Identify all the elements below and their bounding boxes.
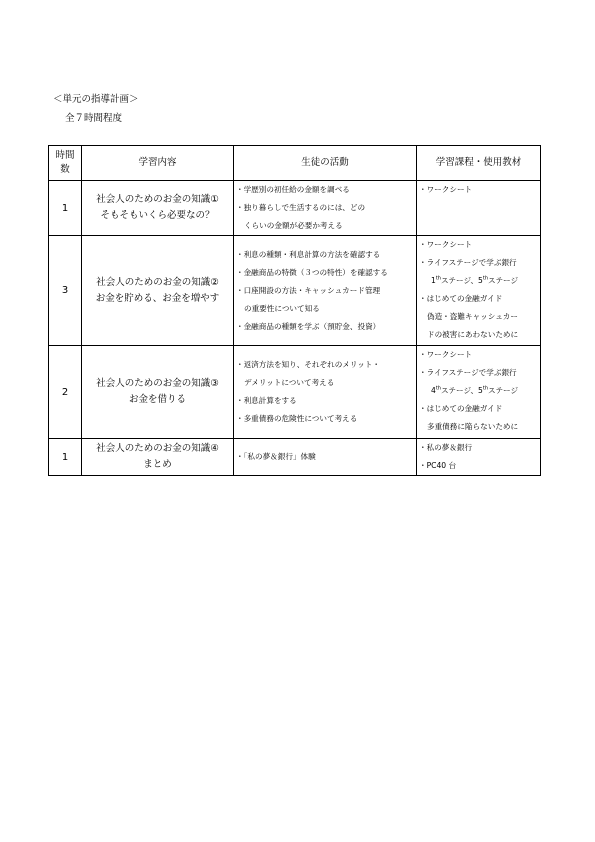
row-hours: 2	[49, 346, 82, 439]
activity-item: ・返済方法を知り、それぞれのメリット・	[236, 360, 380, 369]
content-subtitle: お金を借りる	[128, 394, 186, 405]
unit-plan-table	[48, 145, 541, 476]
row-content	[82, 439, 234, 476]
row-content	[82, 236, 234, 346]
material-item: ・はじめての金融ガイド	[419, 404, 503, 413]
header-hours-line1: 時間	[55, 150, 75, 161]
header-material: 学習課程・使用教材	[417, 146, 541, 181]
stage-text: ステージ	[488, 276, 519, 285]
activity-item: ・口座開設の方法・キャッシュカード管理	[236, 285, 381, 295]
row-hours: 1	[49, 181, 82, 236]
content-subtitle: お金を貯める、お金を増やす	[95, 292, 220, 304]
activity-item: ・利息の種類・利息計算の方法を確認する	[236, 249, 381, 259]
content-subtitle: まとめ	[143, 459, 172, 470]
table-row	[49, 236, 541, 346]
header-activity: 生徒の活動	[234, 146, 417, 181]
section-heading: ＜単元の指導計画＞	[53, 94, 139, 105]
activity-item-continued: の重要性について知る	[244, 303, 320, 313]
content-subtitle: そもそもいくら必要なの？	[100, 210, 215, 221]
activity-item: ・独り暮らしで生活するのには、どの	[236, 203, 366, 212]
stage-text: ステージ、5	[440, 386, 483, 395]
activity-item: ・多重債務の危険性について考える	[236, 414, 358, 423]
activity-item: ・学歴別の初任給の金額を調べる	[236, 185, 350, 194]
material-item: ・ライフステージで学ぶ銀行	[419, 258, 517, 267]
activity-item: ・利息計算をする	[236, 396, 297, 405]
activity-item-continued: デメリットについて考える	[244, 378, 335, 387]
activity-item: ・「私の夢＆銀行」体験	[236, 452, 316, 461]
material-item-continued: 多重債務に陥らないために	[427, 422, 519, 431]
ordinal-suffix: th	[482, 385, 489, 392]
table-row	[49, 439, 541, 476]
activity-item-continued: くらいの金額が必要か考える	[244, 221, 343, 230]
row-activity	[234, 439, 417, 476]
ordinal-suffix: th	[435, 275, 441, 282]
material-item-continued: 偽造・盗難キャッシュカー	[427, 312, 518, 321]
material-item-continued: ドの被害にあわないために	[427, 330, 519, 339]
material-item: ・ワークシート	[419, 185, 473, 194]
content-title: 社会人のためのお金の知識①	[96, 194, 219, 205]
table-header-row	[49, 146, 541, 181]
material-item: ・PC40 台	[419, 461, 457, 470]
header-content: 学習内容	[82, 146, 234, 181]
header-hours	[49, 146, 82, 181]
row-material	[417, 346, 541, 439]
activity-item: ・金融商品の種類を学ぶ（預貯金、投資）	[236, 321, 381, 331]
row-activity	[234, 236, 417, 346]
material-item: ・ワークシート	[419, 350, 473, 359]
material-item: ・私の夢＆銀行	[419, 443, 473, 452]
table-row	[49, 181, 541, 236]
row-content	[82, 346, 234, 439]
row-content	[82, 181, 234, 236]
row-material	[417, 181, 541, 236]
row-activity	[234, 346, 417, 439]
stage-number: 1	[431, 276, 436, 285]
table-row	[49, 346, 541, 439]
content-title: 社会人のためのお金の知識④	[96, 443, 219, 454]
material-item: ・ライフステージで学ぶ銀行	[419, 368, 517, 377]
ordinal-suffix: th	[435, 385, 441, 392]
row-material	[417, 439, 541, 476]
content-title: 社会人のためのお金の知識②	[96, 276, 219, 288]
stage-number: 4	[431, 386, 436, 395]
stage-text: ステージ、5	[440, 276, 483, 285]
stage-text: ステージ	[488, 386, 519, 395]
material-item: ・はじめての金融ガイド	[419, 294, 503, 303]
material-item-continued	[419, 272, 538, 290]
row-activity	[234, 181, 417, 236]
content-title: 社会人のためのお金の知識③	[96, 378, 219, 389]
material-item: ・ワークシート	[419, 240, 473, 249]
duration-note: 全７時間程度	[65, 113, 123, 124]
activity-item: ・金融商品の特徴（３つの特性）を確認する	[236, 267, 388, 277]
row-hours: 1	[49, 439, 82, 476]
row-material	[417, 236, 541, 346]
ordinal-suffix: th	[482, 275, 489, 282]
row-hours: 3	[49, 236, 82, 346]
header-hours-line2: 数	[60, 164, 70, 175]
material-item-continued	[419, 382, 538, 400]
